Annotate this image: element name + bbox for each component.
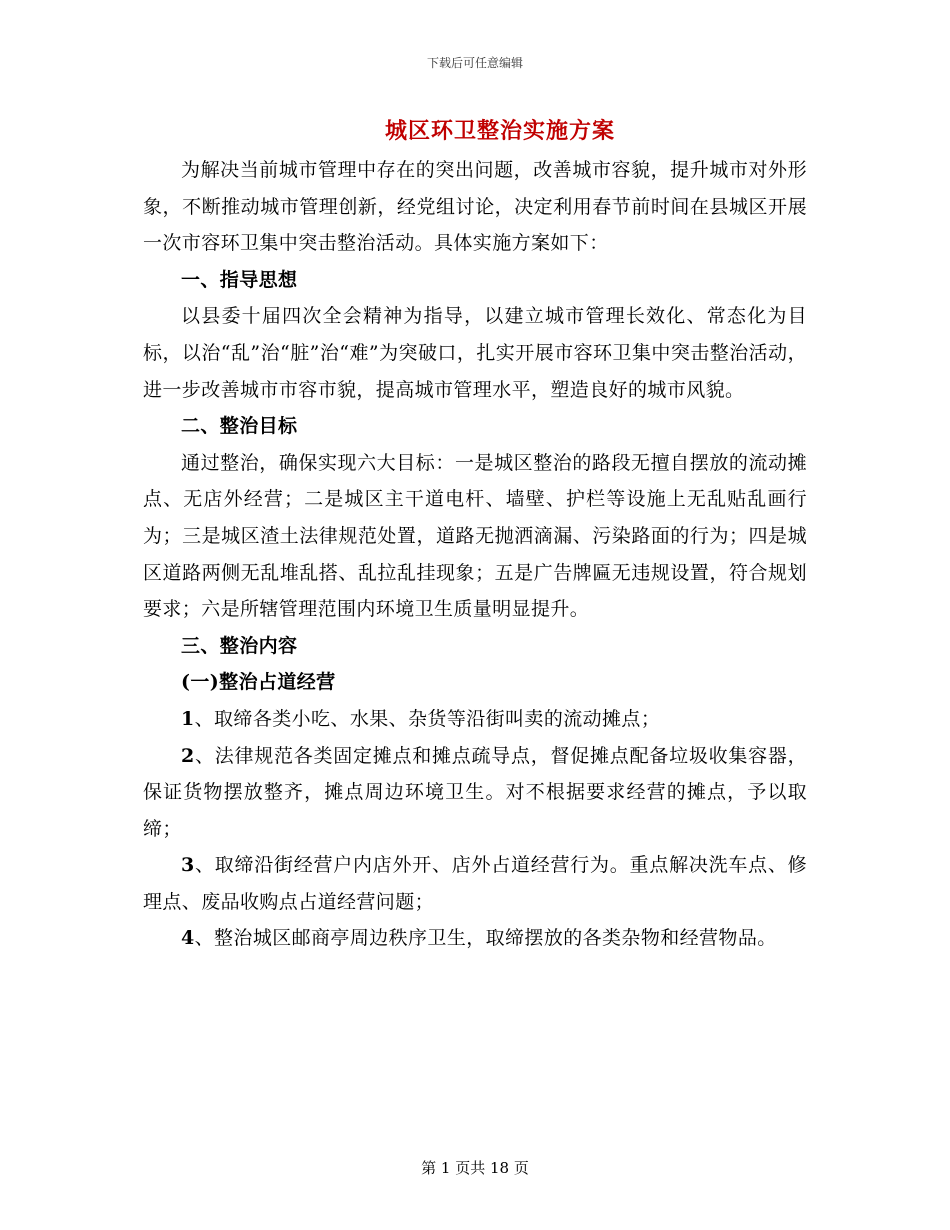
section-heading-goals: 二、整治目标: [181, 415, 298, 438]
document-title: 城区环卫整治实施方案: [384, 118, 615, 144]
page-footer: 第 1 页共 18 页: [421, 1159, 529, 1177]
list-item: [143, 920, 807, 957]
list-item-number: 3: [181, 854, 195, 877]
list-item: [143, 701, 807, 738]
section-heading-guiding-thought: 一、指导思想: [181, 268, 298, 291]
list-item-text: 、整治城区邮商亭周边秩序卫生，取缔摆放的各类杂物和经营物品。: [194, 927, 777, 950]
subsection-heading-occupation: (一)整治占道经营: [181, 671, 336, 694]
document-body: [143, 152, 807, 957]
list-item: [143, 738, 807, 848]
list-item-text: 、法律规范各类固定摊点和摊点疏导点，督促摊点配备垃圾收集容器，保证货物摆放整齐，摊点周边环境卫生。对不根据要求经营的摊点，予以取缔；: [143, 744, 807, 840]
header-note: 下载后可任意编辑: [426, 56, 523, 70]
list-item-number: 1: [181, 707, 195, 730]
intro-paragraph: 为解决当前城市管理中存在的突出问题，改善城市容貌，提升城市对外形象，不断推动城市管理创新，经党组讨论，决定利用春节前时间在县城区开展一次市容环卫集中突击整治活动。具体实施方案如下：: [143, 159, 807, 255]
list-item-number: 4: [181, 927, 195, 950]
list-item-text: 、取缔沿街经营户内店外开、店外占道经营行为。重点解决洗车点、修理点、废品收购点占道经营问题；: [143, 854, 807, 913]
section-body-goals: 通过整治，确保实现六大目标：一是城区整治的路段无擅自摆放的流动摊点、无店外经营；二是城区主干道电杆、墙壁、护栏等设施上无乱贴乱画行为；三是城区渣土法律规范处置，道路无抛洒滴漏、污染路面的行为；四是城区道路两侧无乱堆乱搭、乱拉乱挂现象；五是广告牌匾无违规设置，符合规划要求；六是所辖管理范围内环境卫生质量明显提升。: [143, 451, 807, 621]
section-body-guiding-thought: 以县委十届四次全会精神为指导，以建立城市管理长效化、常态化为目标，以治“乱”治“脏”治“难”为突破口，扎实开展市容环卫集中突击整治活动，进一步改善城市市容市貌，提高城市管理水平，塑造良好的城市风貌。: [143, 305, 807, 401]
list-item-number: 2: [181, 744, 195, 767]
list-item: [143, 847, 807, 920]
list-item-text: 、取缔各类小吃、水果、杂货等沿街叫卖的流动摊点；: [194, 707, 661, 730]
section-heading-content: 三、整治内容: [181, 634, 298, 657]
